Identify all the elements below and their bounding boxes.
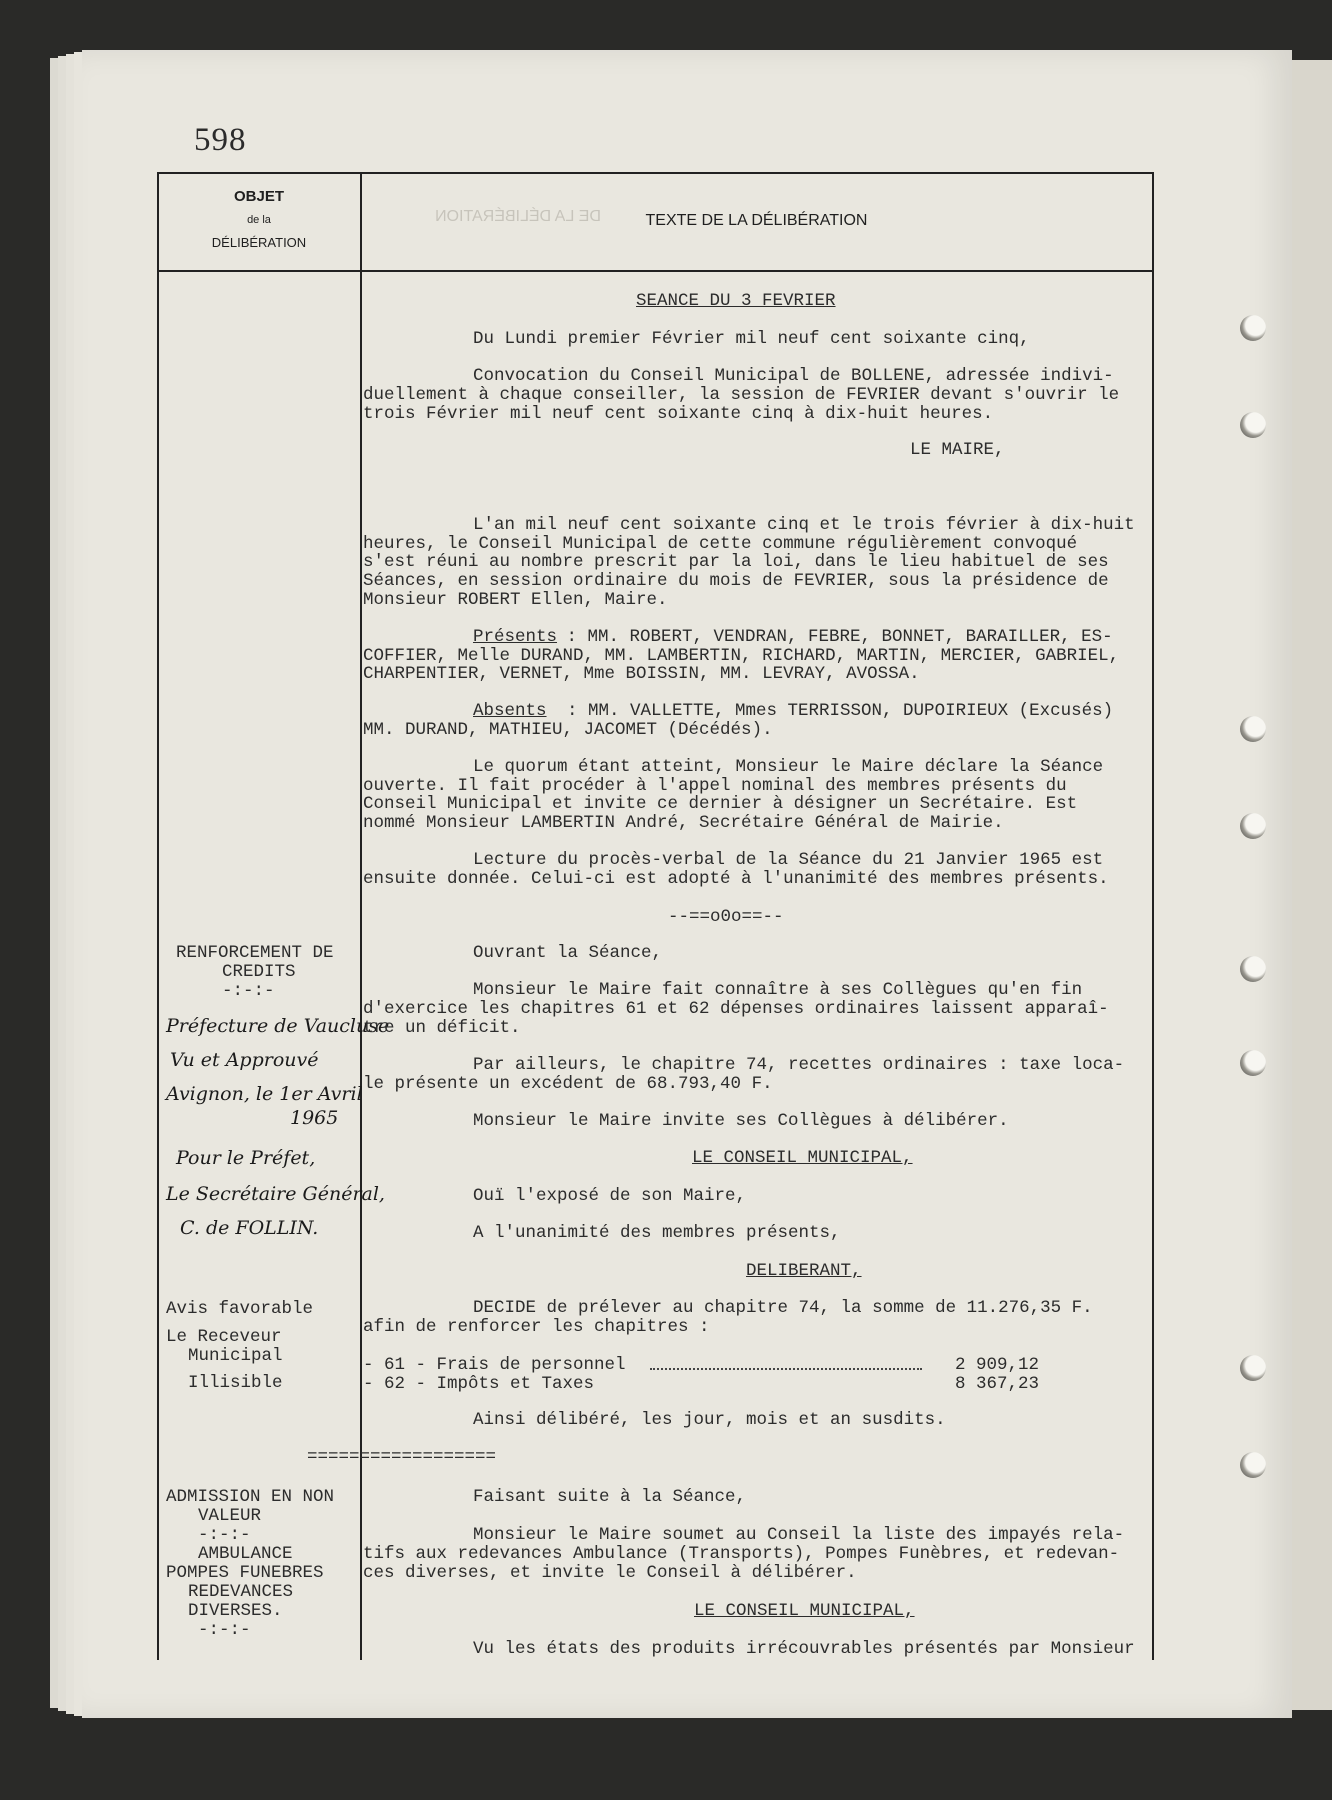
s1-p2-line-2: le présente un excédent de 68.793,40 F. — [363, 1074, 773, 1094]
chapter-line-amount: 2 909,12 — [955, 1355, 1040, 1375]
chapter-line-leader — [650, 1368, 922, 1370]
avis-line-4: Illisible — [188, 1373, 283, 1393]
intro-line-5: Monsieur ROBERT Ellen, Maire. — [363, 590, 668, 610]
s2-conseil-municipal: LE CONSEIL MUNICIPAL, — [694, 1601, 915, 1621]
objet-admission-4: AMBULANCE — [198, 1544, 293, 1564]
intro-line-3: s'est réuni au nombre prescrit par la loi, dans le lieu habituel de ses — [363, 552, 1109, 572]
presents-line-2: COFFIER, Melle DURAND, MM. LAMBERTIN, RICHARD, MARTIN, MERCIER, GABRIEL, — [363, 646, 1120, 666]
approval-handwritten-3: Avignon, le 1er Avril — [166, 1083, 363, 1105]
convocation-line-2: duellement à chaque conseiller, la session de FEVRIER devant s'ouvrir le — [363, 385, 1120, 405]
texte-header: TEXTE DE LA DÉLIBÉRATION — [645, 212, 868, 229]
ouvrant-seance: Ouvrant la Séance, — [473, 943, 663, 963]
s1-ainsi-delibere: Ainsi délibéré, les jour, mois et an susdits. — [473, 1410, 946, 1430]
column-divider — [360, 172, 362, 1660]
seance-date-line: Du Lundi premier Février mil neuf cent soixante cinq, — [473, 329, 1030, 349]
approval-handwritten-4: 1965 — [290, 1107, 339, 1129]
approval-handwritten-1: Préfecture de Vaucluse — [166, 1015, 390, 1037]
intro-line-1: L'an mil neuf cent soixante cinq et le trois février à dix-huit — [473, 515, 1135, 535]
lecture-line-2: ensuite donnée. Celui-ci est adopté à l'unanimité des membres présents. — [363, 869, 1109, 889]
s2-p1-line-2: tifs aux redevances Ambulance (Transports), Pompes Funèbres, et redevan- — [363, 1544, 1120, 1564]
presents-line-3: CHARPENTIER, VERNET, Mme BOISSIN, MM. LEVRAY, AVOSSA. — [363, 664, 920, 684]
s2-p1-line-1: Monsieur le Maire soumet au Conseil la liste des impayés rela- — [473, 1525, 1125, 1545]
quorum-line-3: Conseil Municipal et invite ce dernier à désigner un Secrétaire. Est — [363, 794, 1078, 814]
s1-decide-line-2: afin de renforcer les chapitres : — [363, 1317, 710, 1337]
seance-separator: --==o0o==-- — [668, 907, 784, 927]
absents-label: Absents — [473, 701, 547, 721]
table-top-border — [157, 172, 1152, 174]
avis-line-3: Municipal — [188, 1346, 283, 1366]
s1-unanimite: A l'unanimité des membres présents, — [473, 1223, 841, 1243]
s1-deliberant: DELIBERANT, — [746, 1261, 862, 1281]
intro-line-2: heures, le Conseil Municipal de cette commune régulièrement convoqué — [363, 534, 1078, 554]
avis-line-2: Le Receveur — [166, 1327, 282, 1347]
bleed-through-text: DE LA DÉLIBÉRATION — [435, 208, 601, 225]
chapter-line-label: - 62 - Impôts et Taxes — [363, 1374, 595, 1394]
convocation-line-1: Convocation du Conseil Municipal de BOLLENE, adressée indivi- — [473, 366, 1114, 386]
s1-p1-line-2: d'exercice les chapitres 61 et 62 dépenses ordinaires laissent apparaî- — [363, 999, 1109, 1019]
objet-admission-1: ADMISSION EN NON — [166, 1487, 335, 1507]
binder-hole-icon — [1240, 1355, 1266, 1381]
next-page-edge — [1292, 60, 1332, 1710]
s2-faisant-suite: Faisant suite à la Séance, — [473, 1487, 747, 1507]
objet-renforcement-2: CREDITS — [222, 962, 296, 982]
intro-line-4: Séances, en session ordinaire du mois de FEVRIER, sous la présidence de — [363, 571, 1109, 591]
s2-p1-line-3: ces diverses, et invite le Conseil à délibérer. — [363, 1563, 857, 1583]
objet-admission-5: POMPES FUNEBRES — [166, 1563, 324, 1583]
approval-handwritten-6: Le Secrétaire Général, — [166, 1183, 385, 1205]
binder-hole-icon — [1240, 315, 1266, 341]
page-number: 598 — [194, 122, 247, 158]
avis-line-1: Avis favorable — [166, 1299, 314, 1319]
s1-oui-expose: Ouï l'exposé de son Maire, — [473, 1186, 747, 1206]
s1-p1-line-3: tre un déficit. — [363, 1018, 521, 1038]
binder-hole-icon — [1240, 956, 1266, 982]
s2-vu-etats: Vu les états des produits irrécouvrables présentés par Monsieur — [473, 1639, 1135, 1659]
presents-label: Présents — [473, 627, 558, 647]
presents-line-1: : MM. ROBERT, VENDRAN, FEBRE, BONNET, BARAILLER, ES- — [556, 627, 1113, 647]
approval-handwritten-7: C. de FOLLIN. — [180, 1217, 319, 1239]
seance-title: SEANCE DU 3 FEVRIER — [636, 291, 836, 311]
objet-admission-6: REDEVANCES — [188, 1582, 294, 1602]
objet-header — [160, 186, 358, 254]
chapter-line-label: - 61 - Frais de personnel — [363, 1355, 626, 1375]
section-rule: ================== — [307, 1447, 497, 1467]
s1-p3: Monsieur le Maire invite ses Collègues à délibérer. — [473, 1111, 1009, 1131]
objet-header-line3: DÉLIBÉRATION — [211, 235, 307, 250]
objet-header-line1: OBJET — [233, 188, 284, 205]
quorum-line-1: Le quorum étant atteint, Monsieur le Maire déclare la Séance — [473, 757, 1104, 777]
binder-hole-icon — [1240, 412, 1266, 438]
lecture-line-1: Lecture du procès-verbal de la Séance du 21 Janvier 1965 est — [473, 850, 1104, 870]
convocation-line-3: trois Février mil neuf cent soixante cinq à dix-huit heures. — [363, 404, 994, 424]
approval-handwritten-5: Pour le Préfet, — [176, 1147, 316, 1169]
objet-admission-3: -:-:- — [198, 1525, 251, 1545]
objet-admission-8: -:-:- — [198, 1620, 251, 1640]
s1-p2-line-1: Par ailleurs, le chapitre 74, recettes ordinaires : taxe loca- — [473, 1055, 1125, 1075]
chapter-line-amount: 8 367,23 — [955, 1374, 1040, 1394]
objet-renforcement-3: -:-:- — [222, 981, 275, 1001]
s1-decide-line-1: DECIDE de prélever au chapitre 74, la somme de 11.276,35 F. — [473, 1298, 1093, 1318]
objet-admission-2: VALEUR — [198, 1506, 262, 1526]
absents-line-1: : MM. VALLETTE, Mmes TERRISSON, DUPOIRIEUX (Excusés) — [546, 701, 1114, 721]
objet-renforcement-1: RENFORCEMENT DE — [176, 943, 334, 963]
table-left-border — [157, 172, 159, 1660]
objet-admission-7: DIVERSES. — [188, 1601, 283, 1621]
le-maire-signature: LE MAIRE, — [910, 440, 1005, 460]
binder-hole-icon — [1240, 1050, 1266, 1076]
absents-line-2: MM. DURAND, MATHIEU, JACOMET (Décédés). — [363, 720, 773, 740]
binder-hole-icon — [1240, 716, 1266, 742]
quorum-line-4: nommé Monsieur LAMBERTIN André, Secrétaire Général de Mairie. — [363, 813, 1004, 833]
header-bottom-border — [157, 270, 1152, 272]
quorum-line-2: ouverte. Il fait procéder à l'appel nominal des membres présents du — [363, 776, 1067, 796]
objet-header-line2: de la — [247, 214, 271, 226]
binder-hole-icon — [1240, 813, 1266, 839]
s1-conseil-municipal: LE CONSEIL MUNICIPAL, — [692, 1148, 913, 1168]
approval-handwritten-2: Vu et Approuvé — [170, 1049, 319, 1071]
binder-hole-icon — [1240, 1452, 1266, 1478]
table-right-border — [1152, 172, 1154, 1660]
s1-p1-line-1: Monsieur le Maire fait connaître à ses Collègues qu'en fin — [473, 980, 1083, 1000]
